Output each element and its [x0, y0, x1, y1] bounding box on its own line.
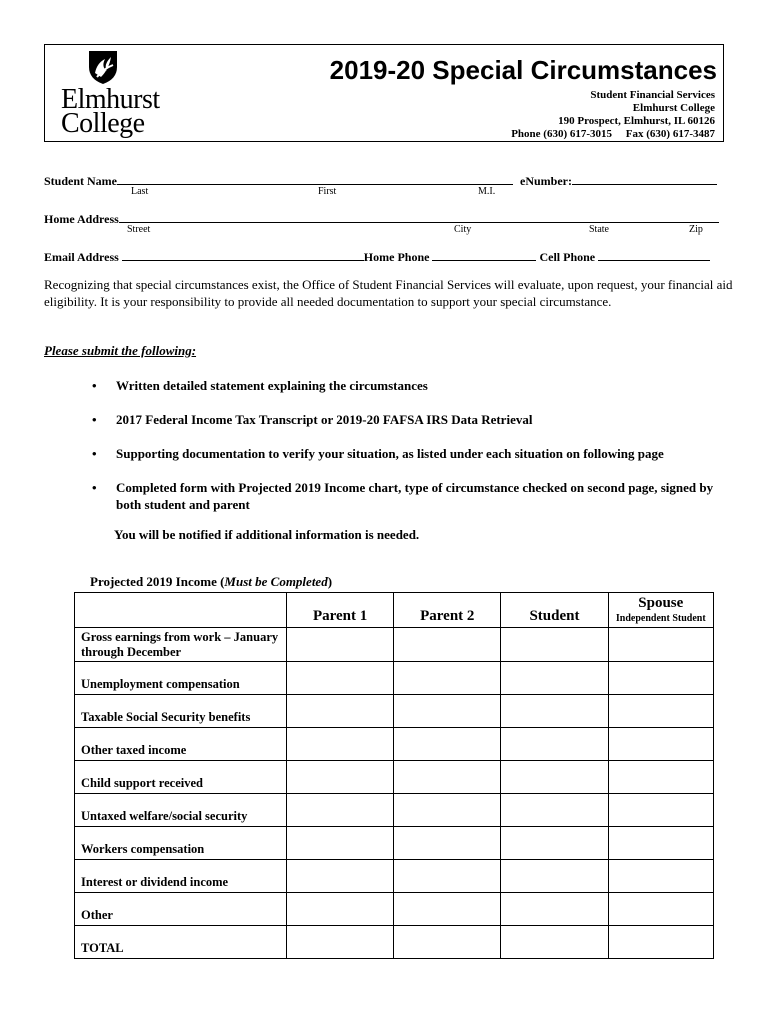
submit-item — [92, 479, 716, 513]
table-header-row — [75, 593, 714, 628]
contact-block — [511, 89, 715, 141]
income-cell[interactable] — [501, 728, 608, 761]
addr-sub-street: Street — [127, 224, 151, 235]
income-cell[interactable] — [287, 695, 394, 728]
table-row — [75, 662, 714, 695]
income-cell[interactable] — [394, 893, 501, 926]
income-cell[interactable] — [608, 860, 713, 893]
addr-sub-state: State — [589, 224, 609, 235]
cell-phone-label: Cell Phone — [539, 250, 596, 264]
col-header-parent2: Parent 2 — [394, 593, 501, 628]
income-cell[interactable] — [394, 794, 501, 827]
bullet-icon: • — [92, 480, 97, 495]
income-cell[interactable] — [287, 628, 394, 662]
bullet-icon: • — [92, 412, 97, 427]
student-name-label: Student Name — [44, 174, 118, 188]
income-cell[interactable] — [394, 628, 501, 662]
home-address-label: Home Address — [44, 212, 119, 226]
table-row — [75, 893, 714, 926]
enumber-field[interactable] — [572, 172, 717, 185]
shield-flame-icon — [83, 47, 123, 85]
intro-paragraph: Recognizing that special circumstances exist, the Office of Student Financial Services will evaluate, upon request, your financial aid eligibility. It is your responsibility to provide all needed documentation to support your special circumstance. — [44, 277, 733, 309]
income-cell[interactable] — [394, 926, 501, 959]
row-label: Other — [75, 893, 287, 926]
income-cell[interactable] — [394, 827, 501, 860]
income-cell[interactable] — [501, 926, 608, 959]
submit-item — [92, 411, 726, 428]
table-row — [75, 628, 714, 662]
enumber-label: eNumber: — [520, 174, 572, 188]
income-cell[interactable] — [501, 893, 608, 926]
logo-text-college: College — [61, 108, 145, 139]
name-sub-last: Last — [131, 186, 149, 197]
income-cell[interactable] — [394, 695, 501, 728]
row-label: Workers compensation — [75, 827, 287, 860]
spouse-sublabel: Independent Student — [615, 613, 706, 624]
email-label: Email Address — [44, 250, 119, 264]
income-cell[interactable] — [287, 728, 394, 761]
submit-heading: Please submit the following: — [44, 343, 197, 358]
income-cell[interactable] — [287, 794, 394, 827]
income-cell[interactable] — [394, 761, 501, 794]
col-header-spouse — [608, 593, 713, 628]
header-blank-cell — [75, 593, 287, 628]
income-cell[interactable] — [287, 926, 394, 959]
submit-item — [92, 445, 726, 462]
income-title-italic: Must be Completed — [224, 574, 328, 589]
submit-item-text: Supporting documentation to verify your situation, as listed under each situation on following page — [116, 446, 664, 461]
contact-row — [44, 248, 710, 265]
row-label: Interest or dividend income — [75, 860, 287, 893]
student-name-field[interactable] — [117, 172, 513, 185]
home-phone-label: Home Phone — [363, 250, 430, 264]
table-row — [75, 695, 714, 728]
income-title-suffix: ) — [327, 574, 333, 589]
row-label: Other taxed income — [75, 728, 287, 761]
income-cell[interactable] — [287, 893, 394, 926]
college-name: Elmhurst College — [632, 102, 715, 114]
col-header-student: Student — [501, 593, 608, 628]
col-header-parent1: Parent 1 — [287, 593, 394, 628]
name-sub-mi: M.I. — [478, 186, 496, 197]
table-row — [75, 728, 714, 761]
cell-phone-field[interactable] — [598, 248, 710, 261]
table-row — [75, 860, 714, 893]
income-cell[interactable] — [608, 761, 713, 794]
table-row-total — [75, 926, 714, 959]
income-cell[interactable] — [501, 662, 608, 695]
income-cell[interactable] — [501, 628, 608, 662]
income-cell[interactable] — [608, 662, 713, 695]
income-cell[interactable] — [608, 827, 713, 860]
income-cell[interactable] — [501, 761, 608, 794]
row-label: Unemployment compensation — [75, 662, 287, 695]
income-cell[interactable] — [608, 628, 713, 662]
spouse-label: Spouse — [638, 595, 684, 611]
income-title-prefix: Projected 2019 Income ( — [90, 574, 225, 589]
phone-fax: Phone (630) 617-3015 Fax (630) 617-3487 — [511, 128, 715, 140]
income-cell[interactable] — [287, 827, 394, 860]
submit-item-text: Completed form with Projected 2019 Income chart, type of circumstance checked on second page, signed by both student and parent — [116, 480, 714, 512]
notified-text: You will be notified if additional information is needed. — [114, 527, 420, 542]
name-sub-first: First — [318, 186, 337, 197]
row-label: Taxable Social Security benefits — [75, 695, 287, 728]
college-logo — [53, 45, 183, 141]
income-cell[interactable] — [394, 662, 501, 695]
income-cell[interactable] — [501, 794, 608, 827]
income-cell[interactable] — [287, 662, 394, 695]
logo-text-elmhurst: Elmhurst — [61, 84, 160, 115]
office-name: Student Financial Services — [590, 89, 715, 101]
office-address: 190 Prospect, Elmhurst, IL 60126 — [558, 115, 715, 127]
income-cell[interactable] — [501, 695, 608, 728]
table-row — [75, 794, 714, 827]
income-cell[interactable] — [394, 728, 501, 761]
table-row — [75, 761, 714, 794]
submit-item-text: 2017 Federal Income Tax Transcript or 2019-20 FAFSA IRS Data Retrieval — [116, 412, 533, 427]
submit-item — [92, 377, 726, 394]
addr-sub-zip: Zip — [689, 224, 703, 235]
row-label: Child support received — [75, 761, 287, 794]
income-cell[interactable] — [394, 860, 501, 893]
page-title: 2019-20 Special Circumstances — [329, 55, 717, 85]
income-cell[interactable] — [608, 893, 713, 926]
header-box — [44, 44, 724, 142]
income-cell[interactable] — [608, 794, 713, 827]
bullet-icon: • — [92, 446, 97, 461]
addr-sub-city: City — [454, 224, 472, 235]
email-field[interactable] — [122, 248, 364, 261]
income-cell[interactable] — [608, 926, 713, 959]
row-label: Untaxed welfare/social security — [75, 794, 287, 827]
submit-item-text: Written detailed statement explaining the circumstances — [116, 378, 428, 393]
row-label: Gross earnings from work – January through December — [75, 628, 287, 662]
income-cell[interactable] — [287, 860, 394, 893]
income-cell[interactable] — [608, 728, 713, 761]
income-table — [74, 592, 714, 959]
table-row — [75, 827, 714, 860]
income-cell[interactable] — [608, 695, 713, 728]
income-cell[interactable] — [287, 761, 394, 794]
income-cell[interactable] — [501, 860, 608, 893]
home-address-field[interactable] — [119, 210, 719, 223]
row-label-total: TOTAL — [75, 926, 287, 959]
income-cell[interactable] — [501, 827, 608, 860]
income-table-title — [90, 574, 332, 590]
home-phone-field[interactable] — [432, 248, 536, 261]
bullet-icon: • — [92, 378, 97, 393]
